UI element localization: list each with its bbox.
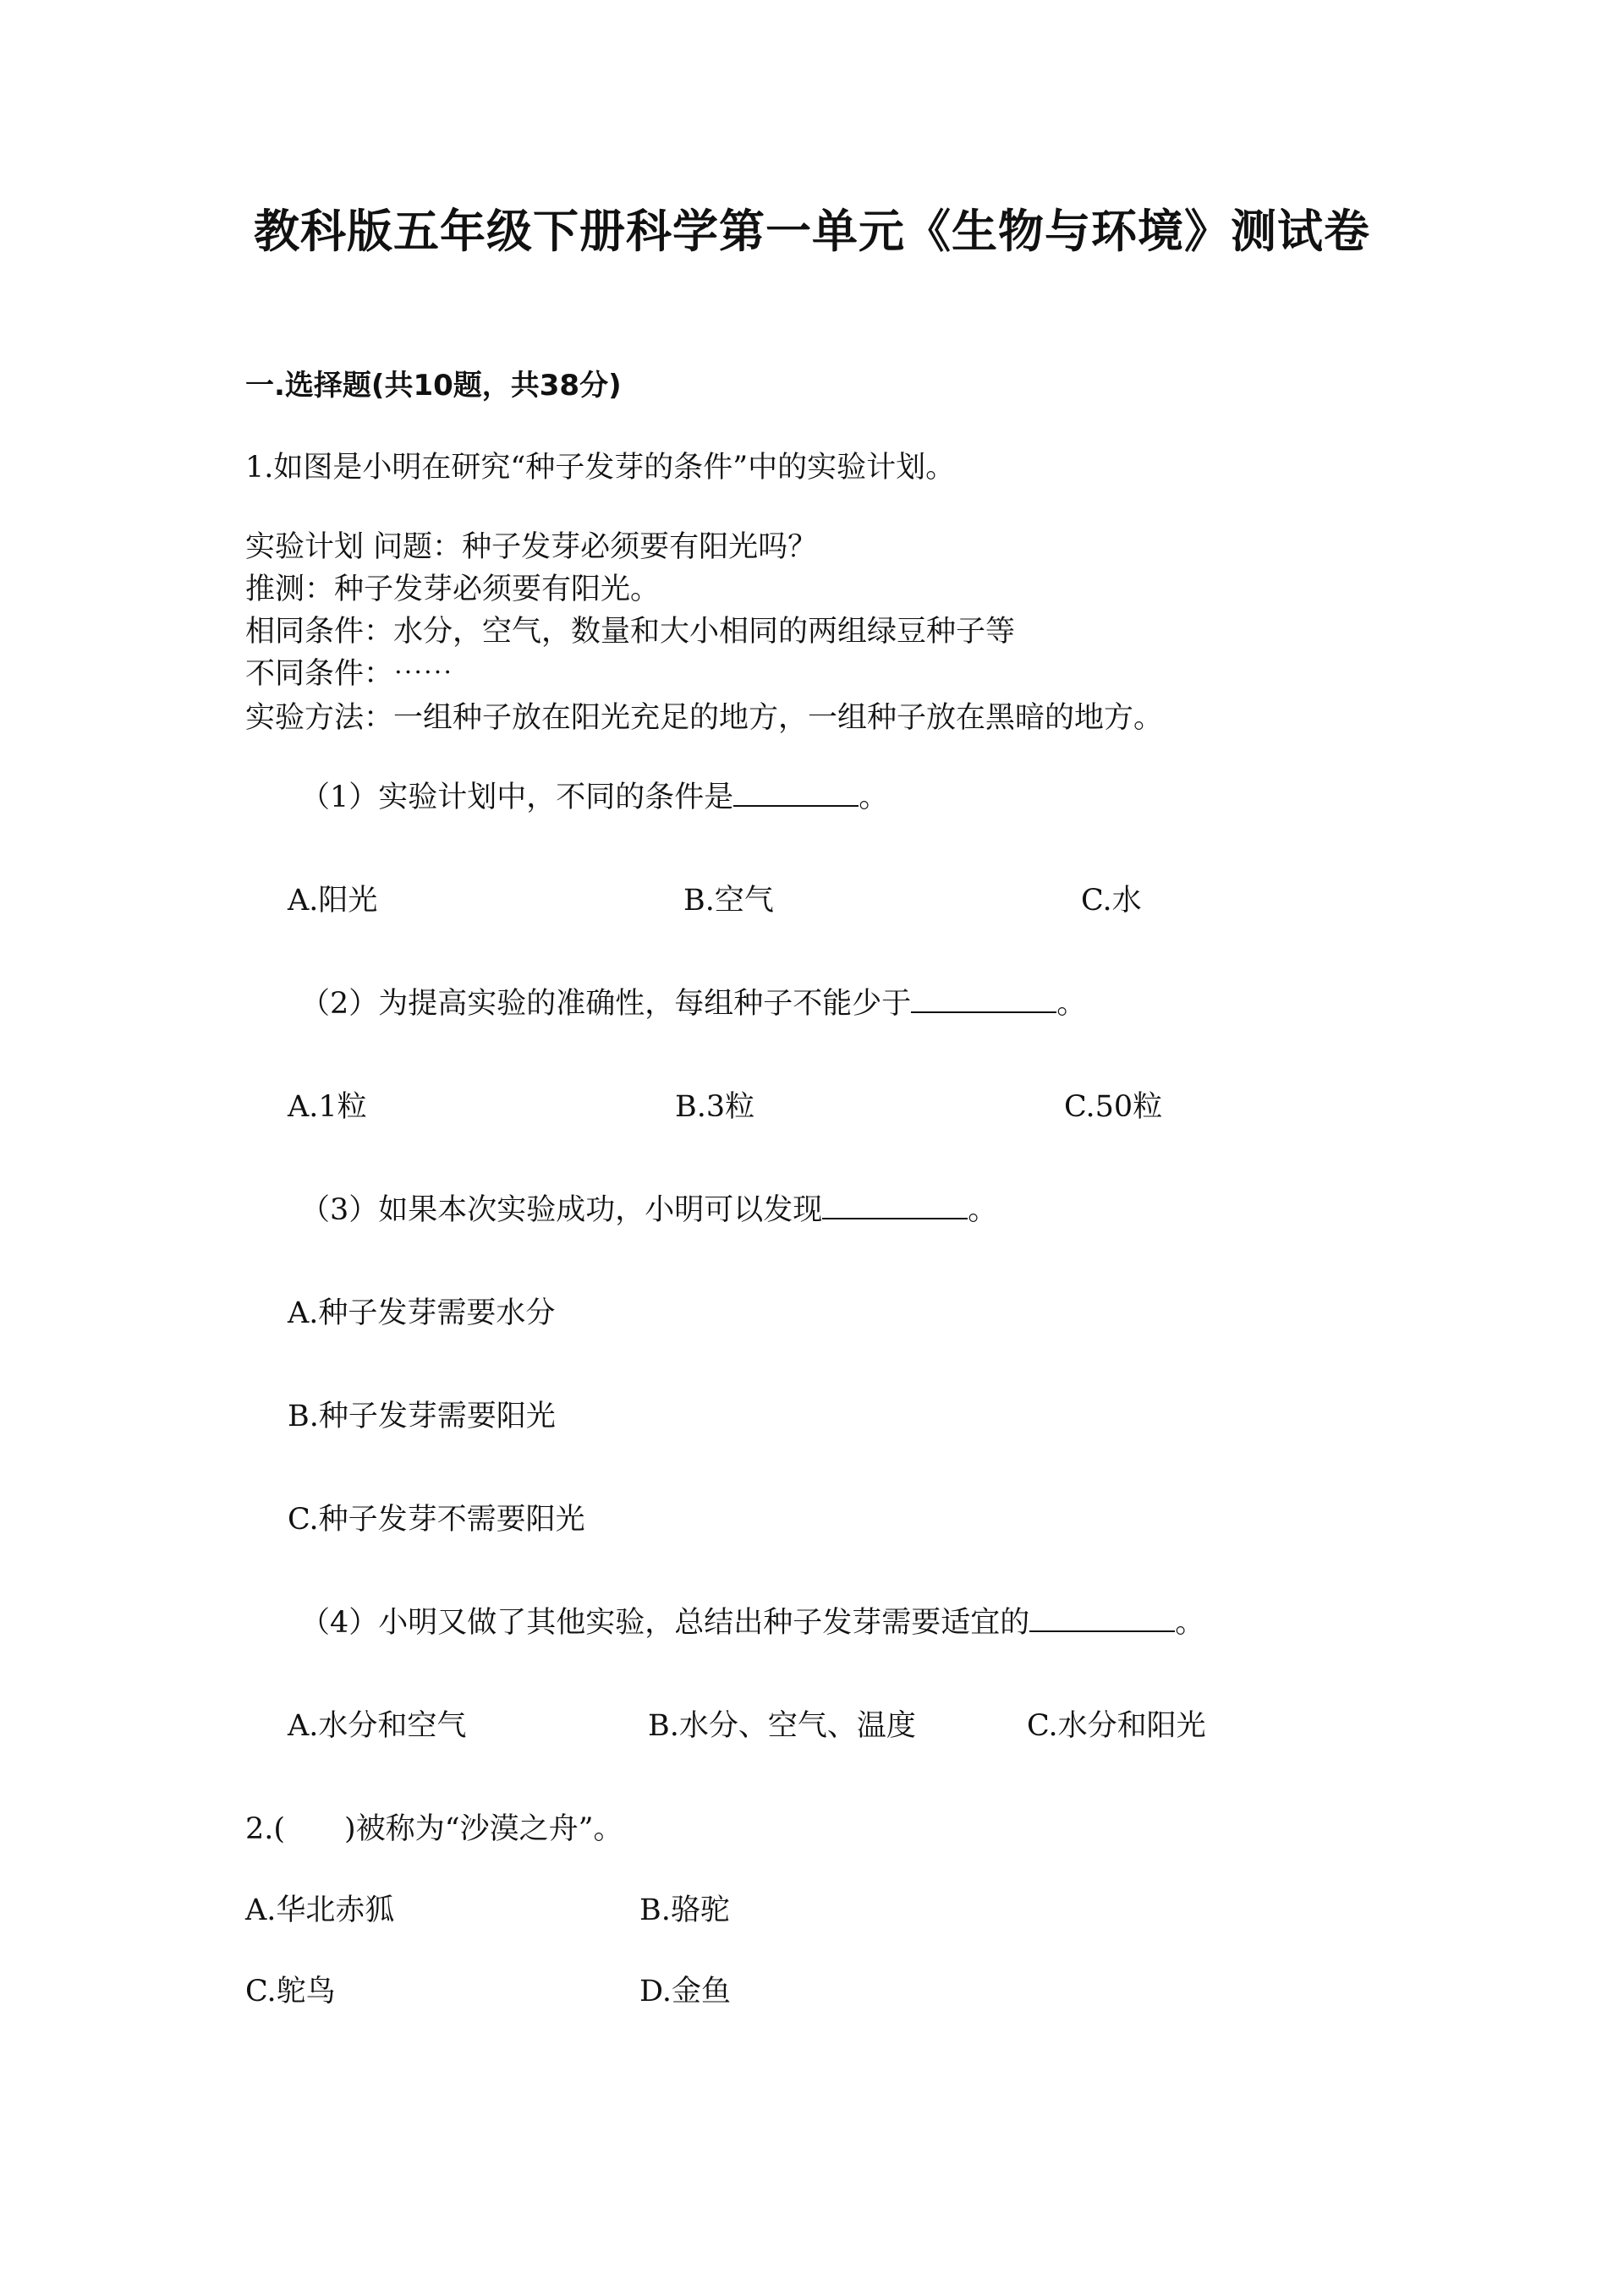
option-4b: B.水分、空气、温度 [648, 1709, 916, 1743]
plan-line-2: 推测：种子发芽必须要有阳光。 [245, 573, 661, 606]
plan-line-5: 实验方法：一组种子放在阳光充足的地方，一组种子放在黑暗的地方。 [245, 701, 1164, 735]
option-1b: B.空气 [683, 884, 774, 918]
sub-question-4-text: （4）小明又做了其他实验，总结出种子发芽需要适宜的 [300, 1606, 1030, 1640]
sub-question-1-end: 。 [859, 781, 889, 814]
page-title: 教科版五年级下册科学第一单元《生物与环境》测试卷 [254, 205, 1370, 258]
answer-blank [911, 983, 1056, 1013]
option-2b: B.3粒 [675, 1090, 755, 1124]
sub-question-1-text: （1）实验计划中，不同的条件是 [300, 781, 734, 814]
option-3b: B.种子发芽需要阳光 [288, 1400, 556, 1433]
option-q2d: D.金鱼 [639, 1975, 731, 2008]
option-2a: A.1粒 [288, 1090, 367, 1124]
plan-line-1: 实验计划 问题：种子发芽必须要有阳光吗？ [245, 530, 818, 564]
plan-line-4: 不同条件：⋯⋯ [245, 657, 453, 691]
sub-question-4-end: 。 [1175, 1606, 1205, 1640]
sub-question-1 [300, 776, 888, 819]
sub-question-3-end: 。 [968, 1193, 998, 1227]
answer-blank [822, 1189, 968, 1219]
section-heading: 一.选择题(共10题，共38分) [245, 369, 622, 403]
option-q2a: A.华北赤狐 [245, 1893, 395, 1927]
option-3a: A.种子发芽需要水分 [288, 1296, 556, 1330]
sub-question-2 [300, 983, 1086, 1025]
answer-blank [733, 776, 859, 807]
plan-line-3: 相同条件：水分，空气，数量和大小相同的两组绿豆种子等 [245, 615, 1016, 649]
question-1-stem: 1.如图是小明在研究“种子发芽的条件”中的实验计划。 [245, 451, 956, 485]
option-2c: C.50粒 [1064, 1090, 1163, 1124]
sub-question-2-text: （2）为提高实验的准确性，每组种子不能少于 [300, 987, 912, 1021]
sub-question-4 [300, 1602, 1204, 1644]
answer-blank [1029, 1602, 1175, 1632]
option-q2b: B.骆驼 [639, 1893, 730, 1927]
sub-question-2-end: 。 [1056, 987, 1087, 1021]
option-1c: C.水 [1081, 884, 1142, 918]
question-2-stem: 2.( )被称为“沙漠之舟”。 [245, 1812, 623, 1846]
sub-question-3-text: （3）如果本次实验成功，小明可以发现 [300, 1193, 823, 1227]
option-q2c: C.鸵鸟 [245, 1975, 336, 2008]
option-4c: C.水分和阳光 [1027, 1709, 1206, 1743]
option-4a: A.水分和空气 [288, 1709, 467, 1743]
option-1a: A.阳光 [288, 884, 378, 918]
option-3c: C.种子发芽不需要阳光 [288, 1503, 585, 1537]
sub-question-3 [300, 1189, 997, 1231]
